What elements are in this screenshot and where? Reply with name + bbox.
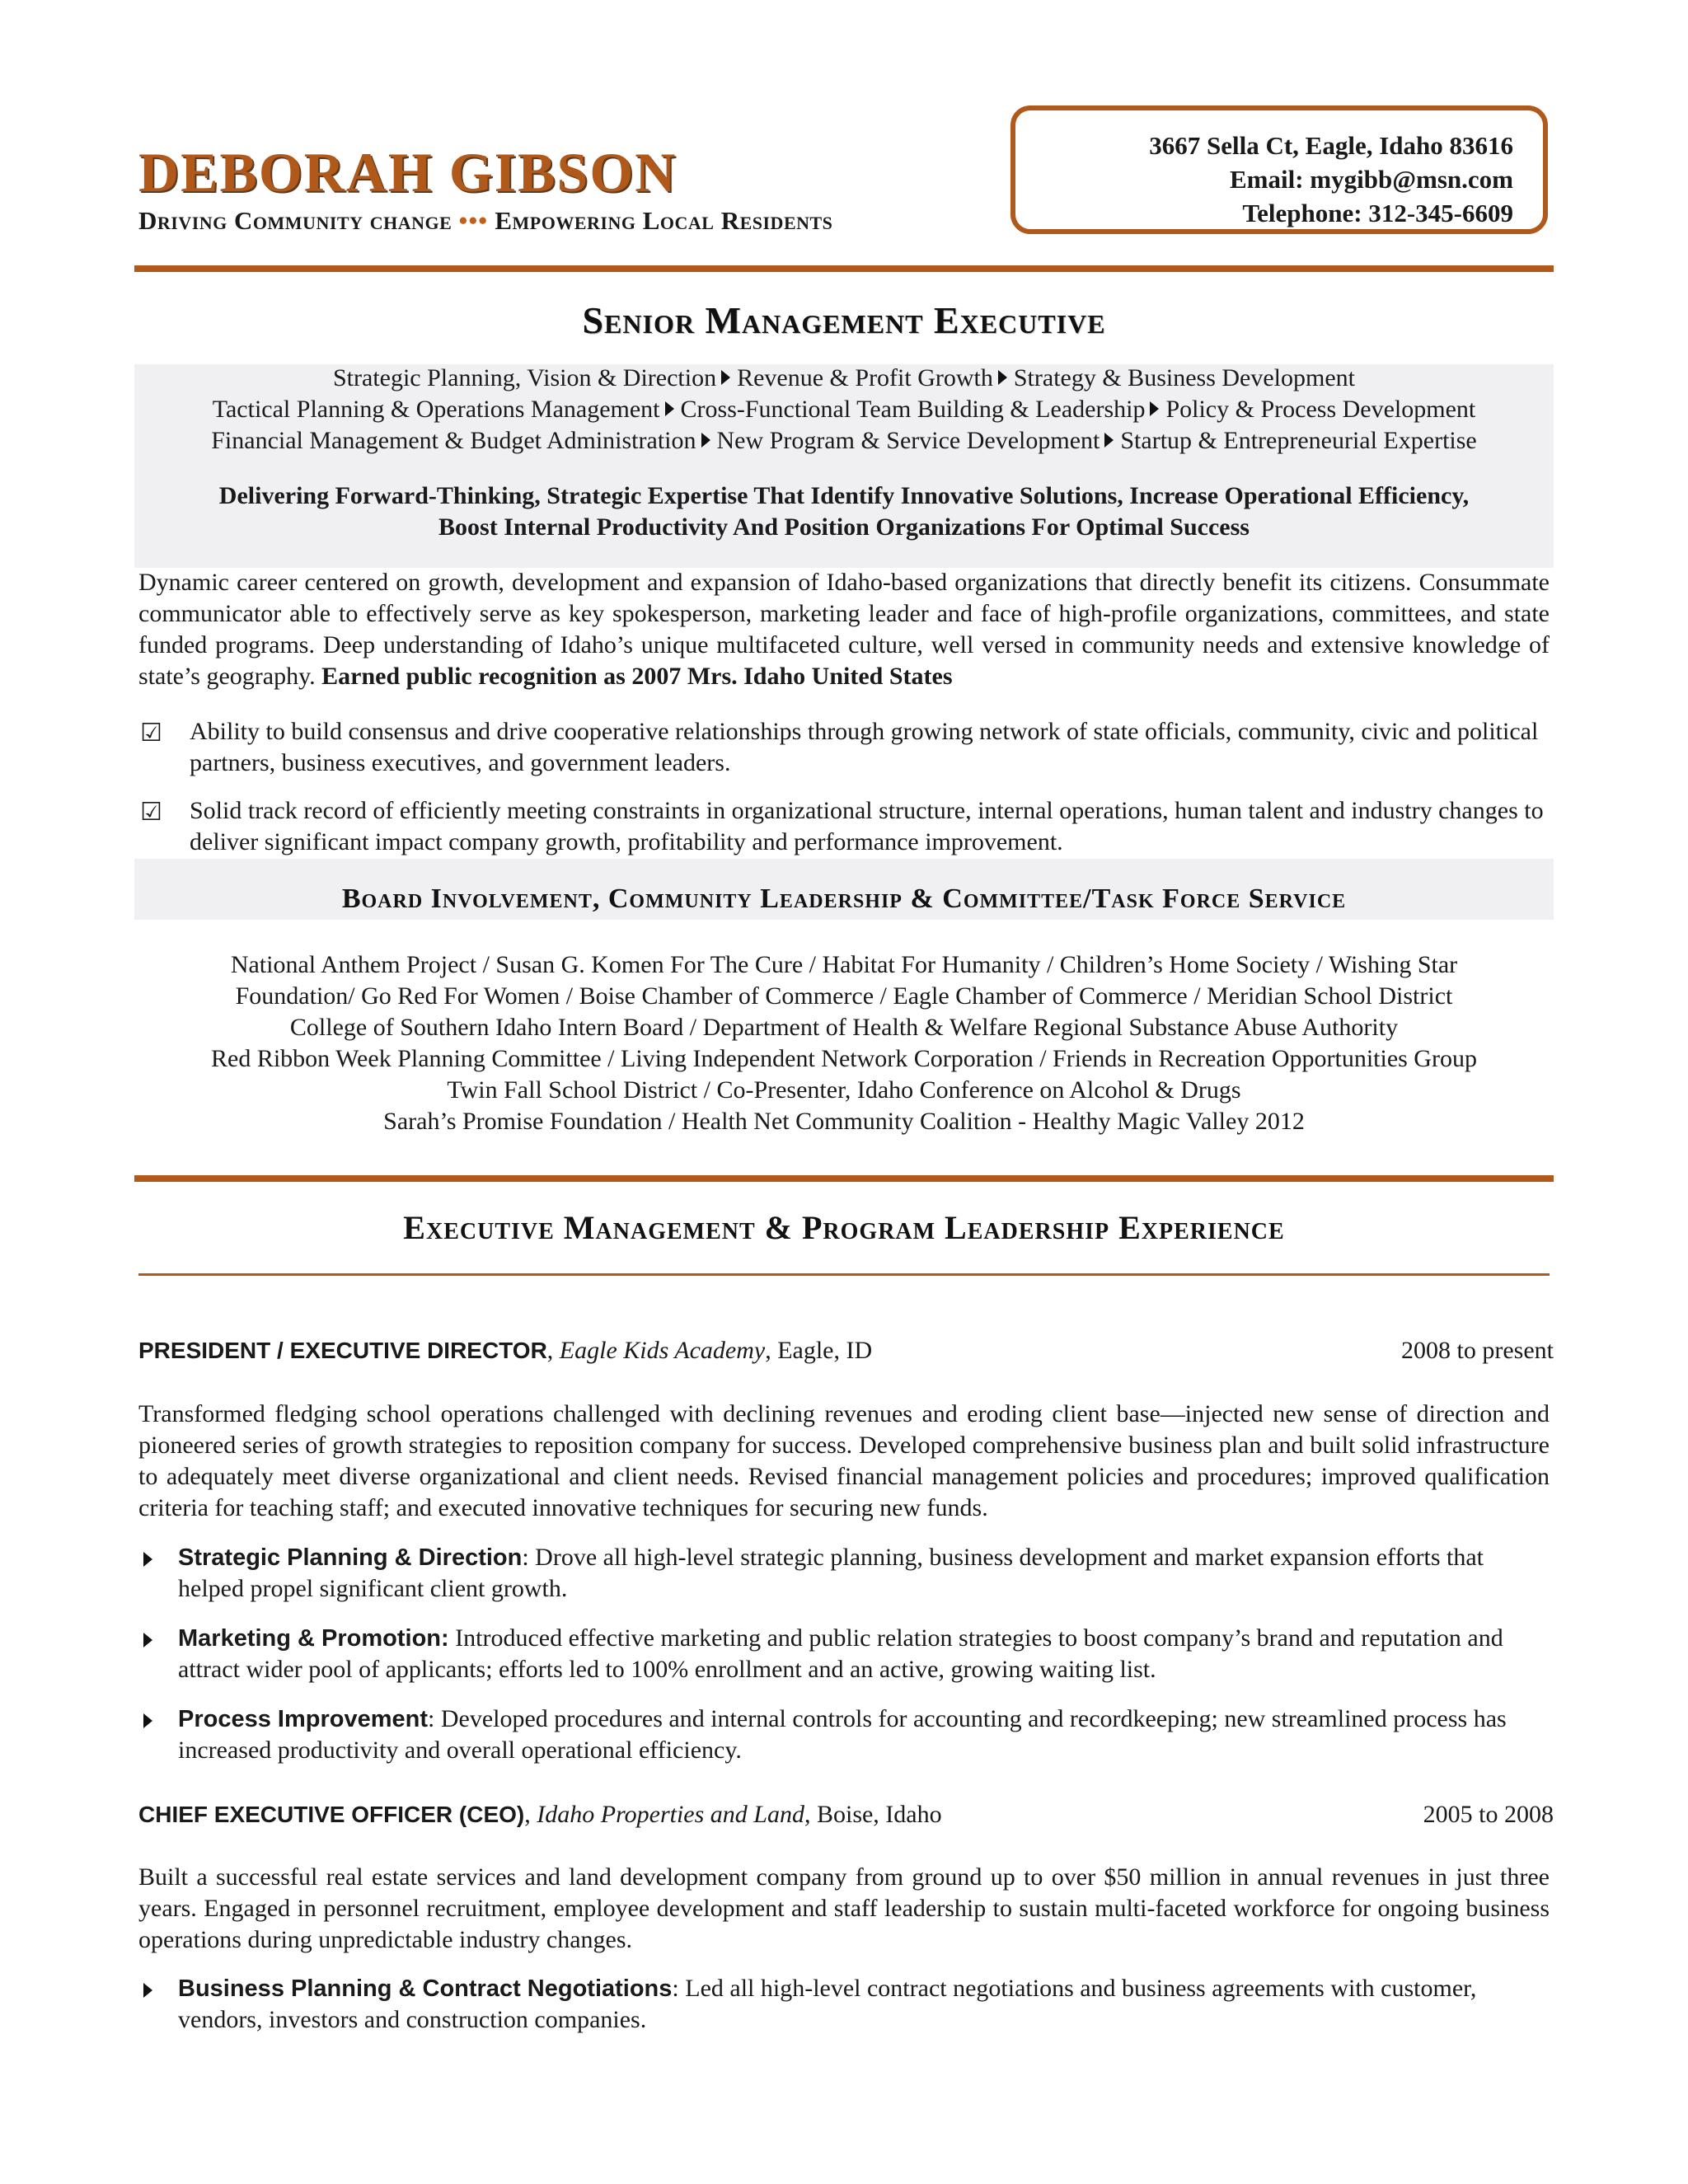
achievement-text: : Developed procedures and internal controls for accounting and recordkeeping; new streamlined process has increased productivity and overall operational efficiency. <box>178 1705 1507 1764</box>
skill-item: Strategic Planning, Vision & Direction <box>333 364 717 391</box>
summary-heading: Senior Management Executive <box>582 299 1106 341</box>
job-title: PRESIDENT / EXECUTIVE DIRECTOR <box>138 1338 547 1363</box>
organization-line: National Anthem Project / Susan G. Komen For The Cure / Habitat For Humanity / Children’s Home Society / Wishing Star <box>230 951 1458 978</box>
contact-address: 3667 Sella Ct, Eagle, Idaho 83616 <box>1149 131 1513 160</box>
job-header <box>138 1799 1554 1830</box>
skill-item: Strategy & Business Development <box>1013 364 1355 391</box>
triangle-bullet-icon <box>998 370 1007 385</box>
skill-item: New Program & Service Development <box>716 427 1100 454</box>
check-item <box>138 716 1550 779</box>
skill-item: Tactical Planning & Operations Management <box>212 396 660 423</box>
job-comma: , <box>546 1337 560 1364</box>
organization-line: Sarah’s Promise Foundation / Health Net Community Coalition - Healthy Magic Valley 2012 <box>383 1108 1305 1135</box>
triangle-bullet-icon <box>143 1983 152 1998</box>
job-dates: 2008 to present <box>1401 1337 1554 1364</box>
job-location: , Boise, Idaho <box>804 1801 942 1828</box>
organization-line: Red Ribbon Week Planning Committee / Living Independent Network Corporation / Friends in Recreation Opportunities Group <box>211 1045 1477 1072</box>
triangle-bullet-icon <box>701 433 710 448</box>
triangle-bullet-icon <box>1150 401 1159 416</box>
tagline-separator: ••• <box>458 206 489 235</box>
contact-box <box>1010 105 1548 234</box>
value-proposition-line: Boost Internal Productivity And Position Organizations For Optimal Success <box>438 513 1250 541</box>
checkbox-icon: ☑ <box>140 719 162 748</box>
profile-highlight: Earned public recognition as 2007 Mrs. Idaho United States <box>321 663 953 690</box>
achievement-text: : Led all high-level contract negotiations and business agreements with customer, vendors, investors and construction companies. <box>178 1975 1477 2033</box>
achievement-label: Marketing & Promotion: <box>178 1625 449 1652</box>
tagline <box>138 206 832 236</box>
achievement-text: : Drove all high-level strategic planning, business development and market expansion efforts that helped propel significant client growth. <box>178 1544 1484 1602</box>
skill-item: Policy & Process Development <box>1165 396 1476 423</box>
job-company: Idaho Properties and Land <box>537 1801 804 1828</box>
job-description: Transformed fledging school operations challenged with declining revenues and eroding client base—injected new sense of direction and pioneered series of growth strategies to reposition company for success. Developed comprehensive business plan and built solid infrastructure to adequately meet diverse organizational and client needs. Revised financial management policies and procedures; improved qualification criteria for teaching staff; and executed innovative techniques for securing new funds. <box>138 1400 1550 1521</box>
triangle-bullet-icon <box>721 370 730 385</box>
achievement-bullet <box>138 1704 1550 1766</box>
job-description: Built a successful real estate services and land development company from ground up to over $50 million in annual revenues in just three years. Engaged in personnel recruitment, employee development and staff leadership to sustain multi-faceted workforce for ongoing business operations during unpredictable industry changes. <box>138 1863 1550 1953</box>
job-title: CHIEF EXECUTIVE OFFICER (CEO) <box>138 1802 525 1827</box>
contact-email: Email: mygibb@msn.com <box>1229 165 1513 194</box>
skills-row <box>134 363 1554 394</box>
skill-item: Cross-Functional Team Building & Leadership <box>680 396 1146 423</box>
value-proposition-line: Delivering Forward-Thinking, Strategic Expertise That Identify Innovative Solutions, Increase Operational Efficiency, <box>218 482 1470 509</box>
checkbox-icon: ☑ <box>140 798 162 827</box>
achievement-bullet <box>138 1623 1550 1685</box>
organization-line: Foundation/ Go Red For Women / Boise Chamber of Commerce / Eagle Chamber of Commerce / Meridian School District <box>235 982 1453 1010</box>
triangle-bullet-icon <box>665 401 674 416</box>
skill-item: Revenue & Profit Growth <box>737 364 993 391</box>
experience-underline <box>138 1273 1550 1276</box>
job-location: , Eagle, ID <box>765 1337 873 1364</box>
skills-row <box>134 425 1554 457</box>
value-proposition <box>134 480 1554 543</box>
candidate-name: DEBORAH GIBSON <box>138 141 678 204</box>
skills-list <box>134 363 1554 457</box>
tagline-left: Driving Community change <box>138 206 452 235</box>
organization-line: Twin Fall School District / Co-Presenter, Idaho Conference on Alcohol & Drugs <box>447 1076 1241 1104</box>
check-item <box>138 795 1550 858</box>
triangle-bullet-icon <box>1104 433 1114 448</box>
contact-phone: Telephone: 312-345-6609 <box>1242 199 1513 227</box>
triangle-bullet-icon <box>143 1713 152 1728</box>
triangle-bullet-icon <box>143 1633 152 1647</box>
profile-paragraph <box>138 567 1550 692</box>
job-comma: , <box>524 1801 537 1828</box>
profile-text: Dynamic career centered on growth, development and expansion of Idaho-based organizations that directly benefit its citizens. Consummate communicator able to effectively serve as key spokesperson, marketing leader and face of high-profile organizations, committees, and state funded programs. Deep understanding of Idaho’s unique multifaceted culture, well versed in community needs and extensive knowledge of state’s geography. <box>138 569 1550 690</box>
board-organizations <box>134 949 1554 1137</box>
tagline-right: Empowering Local Residents <box>495 206 833 235</box>
header-divider <box>134 265 1554 272</box>
achievement-label: Strategic Planning & Direction <box>178 1544 523 1571</box>
achievement-bullet <box>138 1542 1550 1605</box>
skill-item: Startup & Entrepreneurial Expertise <box>1120 427 1477 454</box>
organization-line: College of Southern Idaho Intern Board / Department of Health & Welfare Regional Substance Abuse Authority <box>289 1014 1399 1041</box>
job-company: Eagle Kids Academy <box>559 1337 766 1364</box>
check-item-text: Ability to build consensus and drive cooperative relationships through growing network of state officials, community, civic and political partners, business executives, and government leaders. <box>190 718 1539 776</box>
job-header <box>138 1335 1554 1366</box>
achievement-label: Process Improvement <box>178 1706 429 1732</box>
job-dates: 2005 to 2008 <box>1423 1801 1554 1828</box>
achievement-bullet <box>138 1973 1550 2036</box>
achievement-label: Business Planning & Contract Negotiations <box>178 1975 673 2002</box>
experience-heading: Executive Management & Program Leadership Experience <box>403 1209 1285 1246</box>
section-divider <box>134 1175 1554 1182</box>
achievement-text: Introduced effective marketing and public relation strategies to boost company’s brand and reputation and attract wider pool of applicants; efforts led to 100% enrollment and an active, growing waiting list. <box>178 1624 1503 1683</box>
skill-item: Financial Management & Budget Administration <box>211 427 696 454</box>
board-heading: Board Involvement, Community Leadership & Committee/Task Force Service <box>341 883 1347 914</box>
triangle-bullet-icon <box>143 1552 152 1567</box>
check-item-text: Solid track record of efficiently meeting constraints in organizational structure, internal operations, human talent and industry changes to deliver significant impact company growth, profitability and performance improvement. <box>190 797 1544 855</box>
skills-row <box>134 394 1554 425</box>
